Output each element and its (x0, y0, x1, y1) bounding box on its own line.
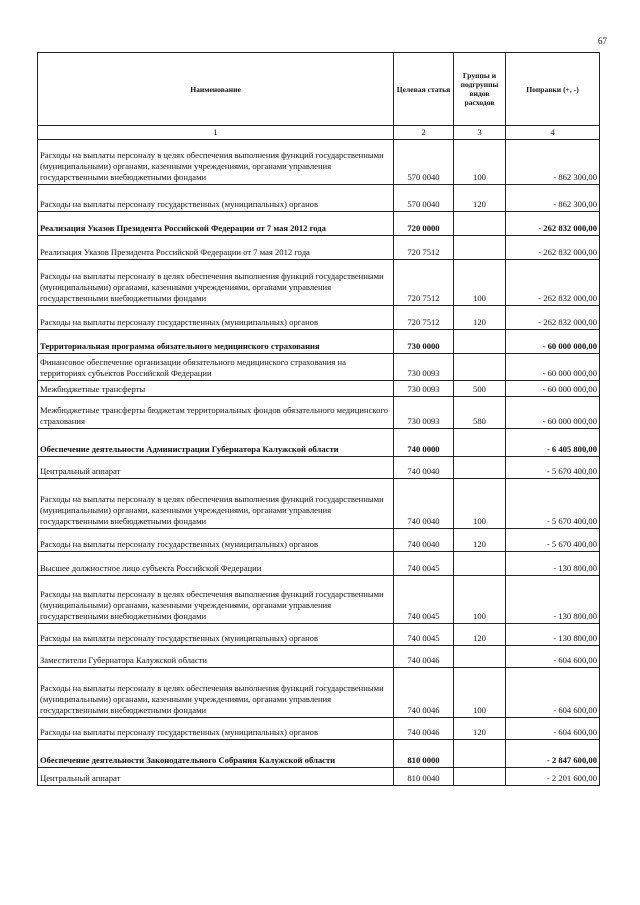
row-group: 100 (454, 479, 506, 529)
row-amount: - 5 670 400,00 (506, 479, 600, 529)
table-row (38, 397, 600, 429)
table-row (38, 429, 600, 457)
row-amount: - 60 000 000,00 (506, 381, 600, 397)
header-code: Целевая статья (394, 53, 454, 126)
row-amount: - 60 000 000,00 (506, 397, 600, 429)
table-row (38, 306, 600, 330)
column-number: 1 (38, 126, 394, 140)
row-group (454, 457, 506, 479)
row-group (454, 740, 506, 768)
row-name: Расходы на выплаты персоналу в целях обеспечения выполнения функций государственными (муниципальными) органами, казенными учреждениями, органами управления государственными внебюджетными фондами (38, 140, 394, 185)
header-row (38, 53, 600, 126)
row-code: 740 0040 (394, 457, 454, 479)
row-name: Межбюджетные трансферты (38, 381, 394, 397)
budget-table (37, 52, 600, 786)
table-row (38, 212, 600, 236)
row-name: Расходы на выплаты персоналу государственных (муниципальных) органов (38, 718, 394, 740)
row-code: 730 0093 (394, 397, 454, 429)
row-amount: - 130 800,00 (506, 552, 600, 576)
row-group (454, 429, 506, 457)
row-group: 100 (454, 140, 506, 185)
row-amount: - 5 670 400,00 (506, 529, 600, 552)
row-amount: - 862 300,00 (506, 140, 600, 185)
table-row (38, 668, 600, 718)
row-amount: - 604 600,00 (506, 646, 600, 668)
table-row (38, 354, 600, 381)
row-code: 740 0040 (394, 479, 454, 529)
row-amount: - 60 000 000,00 (506, 354, 600, 381)
row-code: 720 0000 (394, 212, 454, 236)
table-row (38, 479, 600, 529)
column-number: 4 (506, 126, 600, 140)
row-name: Реализация Указов Президента Российской Федерации от 7 мая 2012 года (38, 236, 394, 260)
table-row (38, 529, 600, 552)
row-group: 500 (454, 381, 506, 397)
row-name: Расходы на выплаты персоналу в целях обеспечения выполнения функций государственными (муниципальными) органами, казенными учреждениями, органами управления государственными внебюджетными фондами (38, 260, 394, 306)
row-amount: - 262 832 000,00 (506, 306, 600, 330)
row-group (454, 354, 506, 381)
row-amount: - 2 201 600,00 (506, 768, 600, 786)
row-group: 100 (454, 260, 506, 306)
row-code: 570 0040 (394, 185, 454, 212)
row-amount: - 862 300,00 (506, 185, 600, 212)
row-name: Расходы на выплаты персоналу в целях обеспечения выполнения функций государственными (муниципальными) органами, казенными учреждениями, органами управления государственными внебюджетными фондами (38, 479, 394, 529)
row-code: 570 0040 (394, 140, 454, 185)
table-row (38, 236, 600, 260)
row-code: 740 0040 (394, 529, 454, 552)
row-group: 580 (454, 397, 506, 429)
row-amount: - 60 000 000,00 (506, 330, 600, 354)
page-number: 67 (598, 36, 607, 46)
row-amount: - 5 670 400,00 (506, 457, 600, 479)
row-name: Расходы на выплаты персоналу в целях обеспечения выполнения функций государственными (муниципальными) органами, казенными учреждениями, органами управления государственными внебюджетными фондами (38, 576, 394, 624)
table-row (38, 646, 600, 668)
row-name: Обеспечение деятельности Администрации Губернатора Калужской области (38, 429, 394, 457)
row-amount: - 604 600,00 (506, 668, 600, 718)
table-row (38, 576, 600, 624)
row-name: Расходы на выплаты персоналу государственных (муниципальных) органов (38, 529, 394, 552)
header-name: Наименование (38, 53, 394, 126)
table-row (38, 457, 600, 479)
row-group: 120 (454, 718, 506, 740)
row-name: Центральный аппарат (38, 768, 394, 786)
row-amount: - 130 800,00 (506, 624, 600, 646)
row-code: 810 0040 (394, 768, 454, 786)
row-name: Межбюджетные трансферты бюджетам территориальных фондов обязательного медицинского страхования (38, 397, 394, 429)
row-group: 120 (454, 306, 506, 330)
table-row (38, 624, 600, 646)
row-amount: - 262 832 000,00 (506, 260, 600, 306)
row-group: 120 (454, 624, 506, 646)
column-number-row (38, 126, 600, 140)
header-group: Группы и подгруппы видов расходов (454, 53, 506, 126)
row-amount: - 130 800,00 (506, 576, 600, 624)
table-row (38, 718, 600, 740)
row-code: 720 7512 (394, 306, 454, 330)
row-name: Территориальная программа обязательного медицинского страхования (38, 330, 394, 354)
row-group (454, 330, 506, 354)
row-code: 730 0093 (394, 381, 454, 397)
row-group (454, 212, 506, 236)
row-name: Расходы на выплаты персоналу государственных (муниципальных) органов (38, 185, 394, 212)
row-amount: - 6 405 800,00 (506, 429, 600, 457)
row-group (454, 552, 506, 576)
row-code: 720 7512 (394, 236, 454, 260)
row-code: 810 0000 (394, 740, 454, 768)
row-code: 740 0000 (394, 429, 454, 457)
row-code: 720 7512 (394, 260, 454, 306)
row-name: Расходы на выплаты персоналу государственных (муниципальных) органов (38, 624, 394, 646)
row-name: Финансовое обеспечение организации обязательного медицинского страхования на территориях субъектов Российской Федерации (38, 354, 394, 381)
table-row (38, 260, 600, 306)
row-name: Центральный аппарат (38, 457, 394, 479)
row-code: 740 0045 (394, 624, 454, 646)
row-name: Расходы на выплаты персоналу в целях обеспечения выполнения функций государственными (муниципальными) органами, казенными учреждениями, органами управления государственными внебюджетными фондами (38, 668, 394, 718)
row-group: 100 (454, 576, 506, 624)
table-row (38, 330, 600, 354)
row-name: Реализация Указов Президента Российской Федерации от 7 мая 2012 года (38, 212, 394, 236)
row-code: 740 0046 (394, 718, 454, 740)
row-group (454, 646, 506, 668)
row-group (454, 768, 506, 786)
table-row (38, 740, 600, 768)
row-amount: - 262 832 000,00 (506, 212, 600, 236)
row-group: 120 (454, 185, 506, 212)
header-amount: Поправки (+, -) (506, 53, 600, 126)
row-name: Высшее должностное лицо субъекта Российской Федерации (38, 552, 394, 576)
row-name: Заместители Губернатора Калужской области (38, 646, 394, 668)
row-code: 740 0046 (394, 668, 454, 718)
row-name: Расходы на выплаты персоналу государственных (муниципальных) органов (38, 306, 394, 330)
row-amount: - 604 600,00 (506, 718, 600, 740)
table-row (38, 140, 600, 185)
row-amount: - 262 832 000,00 (506, 236, 600, 260)
row-group (454, 236, 506, 260)
table-row (38, 381, 600, 397)
column-number: 2 (394, 126, 454, 140)
row-code: 740 0045 (394, 576, 454, 624)
table-row (38, 185, 600, 212)
row-code: 730 0000 (394, 330, 454, 354)
table-row (38, 768, 600, 786)
row-amount: - 2 847 600,00 (506, 740, 600, 768)
row-code: 740 0045 (394, 552, 454, 576)
row-group: 120 (454, 529, 506, 552)
table-row (38, 552, 600, 576)
row-name: Обеспечение деятельности Законодательного Собрания Калужской области (38, 740, 394, 768)
row-group: 100 (454, 668, 506, 718)
row-code: 730 0093 (394, 354, 454, 381)
row-code: 740 0046 (394, 646, 454, 668)
column-number: 3 (454, 126, 506, 140)
